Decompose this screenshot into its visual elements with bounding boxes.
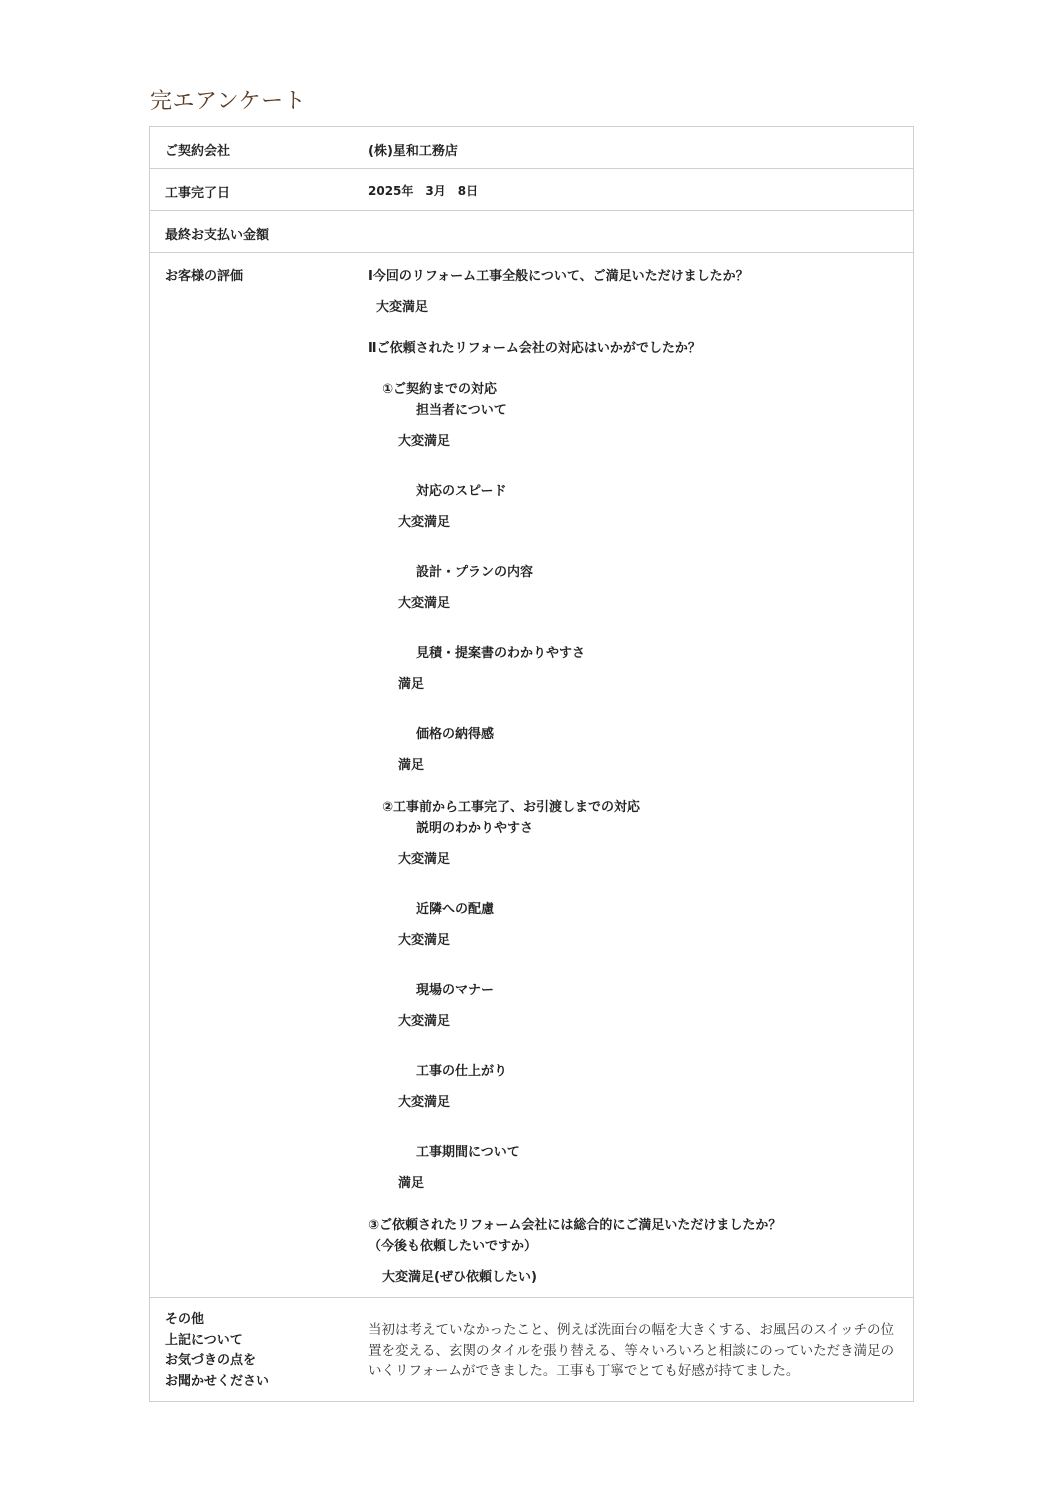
s2-item-answer: 大変満足 xyxy=(398,852,451,867)
page-title: 完エアンケート xyxy=(150,89,307,114)
other-label-line: その他 xyxy=(165,1312,205,1327)
s2-item-answer: 大変満足 xyxy=(398,933,451,948)
other-label-line: 上記について xyxy=(165,1332,243,1348)
s2-item-label: 近隣への配慮 xyxy=(416,902,495,917)
s1-item-label: 対応のスピード xyxy=(416,484,507,499)
completion-date-label: 工事完了日 xyxy=(165,186,231,201)
company-value: (株)星和工務店 xyxy=(368,144,458,159)
s1-item-label: 設計・プランの内容 xyxy=(416,565,534,580)
other-label-line: お聞かせください xyxy=(165,1373,270,1389)
s2-item-label: 工事の仕上がり xyxy=(416,1064,508,1079)
completion-date-value: 2025年 3月 8日 xyxy=(368,184,479,198)
row-company xyxy=(150,127,913,169)
s1-item-answer: 満足 xyxy=(398,677,425,692)
q3-sub: （今後も依頼したいですか） xyxy=(368,1239,538,1254)
s1-item-answer: 大変満足 xyxy=(398,596,451,611)
other-comment: 当初は考えていなかったこと、例えば洗面台の幅を大きくする、お風呂のスイッチの位置を変える、玄関のタイルを張り替える、等々いろいろと相談にのっていただき満足のいくリフォームができました。工事も丁寧でとても好感が持てました。 xyxy=(368,1322,895,1379)
q1-answer: 大変満足 xyxy=(376,300,429,315)
row-completion-date xyxy=(150,169,913,211)
s1-item-label: 担当者について xyxy=(416,403,507,418)
s2-item-answer: 大変満足 xyxy=(398,1095,451,1110)
q2-question: Ⅱご依頼されたリフォーム会社の対応はいかがでしたか？ xyxy=(368,341,701,356)
s2-item-label: 現場のマナー xyxy=(416,983,495,998)
s2-item-label: 工事期間について xyxy=(416,1145,520,1160)
survey-table xyxy=(149,126,914,1402)
s1-item-label: 価格の納得感 xyxy=(416,727,495,742)
s1-item-answer: 大変満足 xyxy=(398,515,451,530)
s2-item-answer: 満足 xyxy=(398,1176,425,1191)
final-payment-label: 最終お支払い金額 xyxy=(165,228,270,243)
q3-question: ③ご依頼されたリフォーム会社には総合的にご満足いただけましたか？ xyxy=(368,1218,782,1233)
section1-heading: ①ご契約までの対応 xyxy=(382,382,498,397)
company-label: ご契約会社 xyxy=(165,144,231,159)
row-other xyxy=(150,1298,913,1401)
evaluation-label: お客様の評価 xyxy=(165,269,244,284)
other-label-line: お気づきの点を xyxy=(165,1353,257,1368)
s1-item-answer: 大変満足 xyxy=(398,434,451,449)
row-evaluation xyxy=(150,253,913,1298)
s1-item-answer: 満足 xyxy=(398,758,425,773)
row-final-payment xyxy=(150,211,913,253)
section2-heading: ②工事前から工事完了、お引渡しまでの対応 xyxy=(382,800,641,815)
s2-item-label: 説明のわかりやすさ xyxy=(416,821,534,836)
s1-item-label: 見積・提案書のわかりやすさ xyxy=(416,646,586,661)
other-label xyxy=(165,1310,269,1392)
s2-item-answer: 大変満足 xyxy=(398,1014,451,1029)
q3-answer: 大変満足(ぜひ依頼したい) xyxy=(382,1270,537,1285)
q1-question: Ⅰ今回のリフォーム工事全般について、ご満足いただけましたか？ xyxy=(368,269,749,284)
